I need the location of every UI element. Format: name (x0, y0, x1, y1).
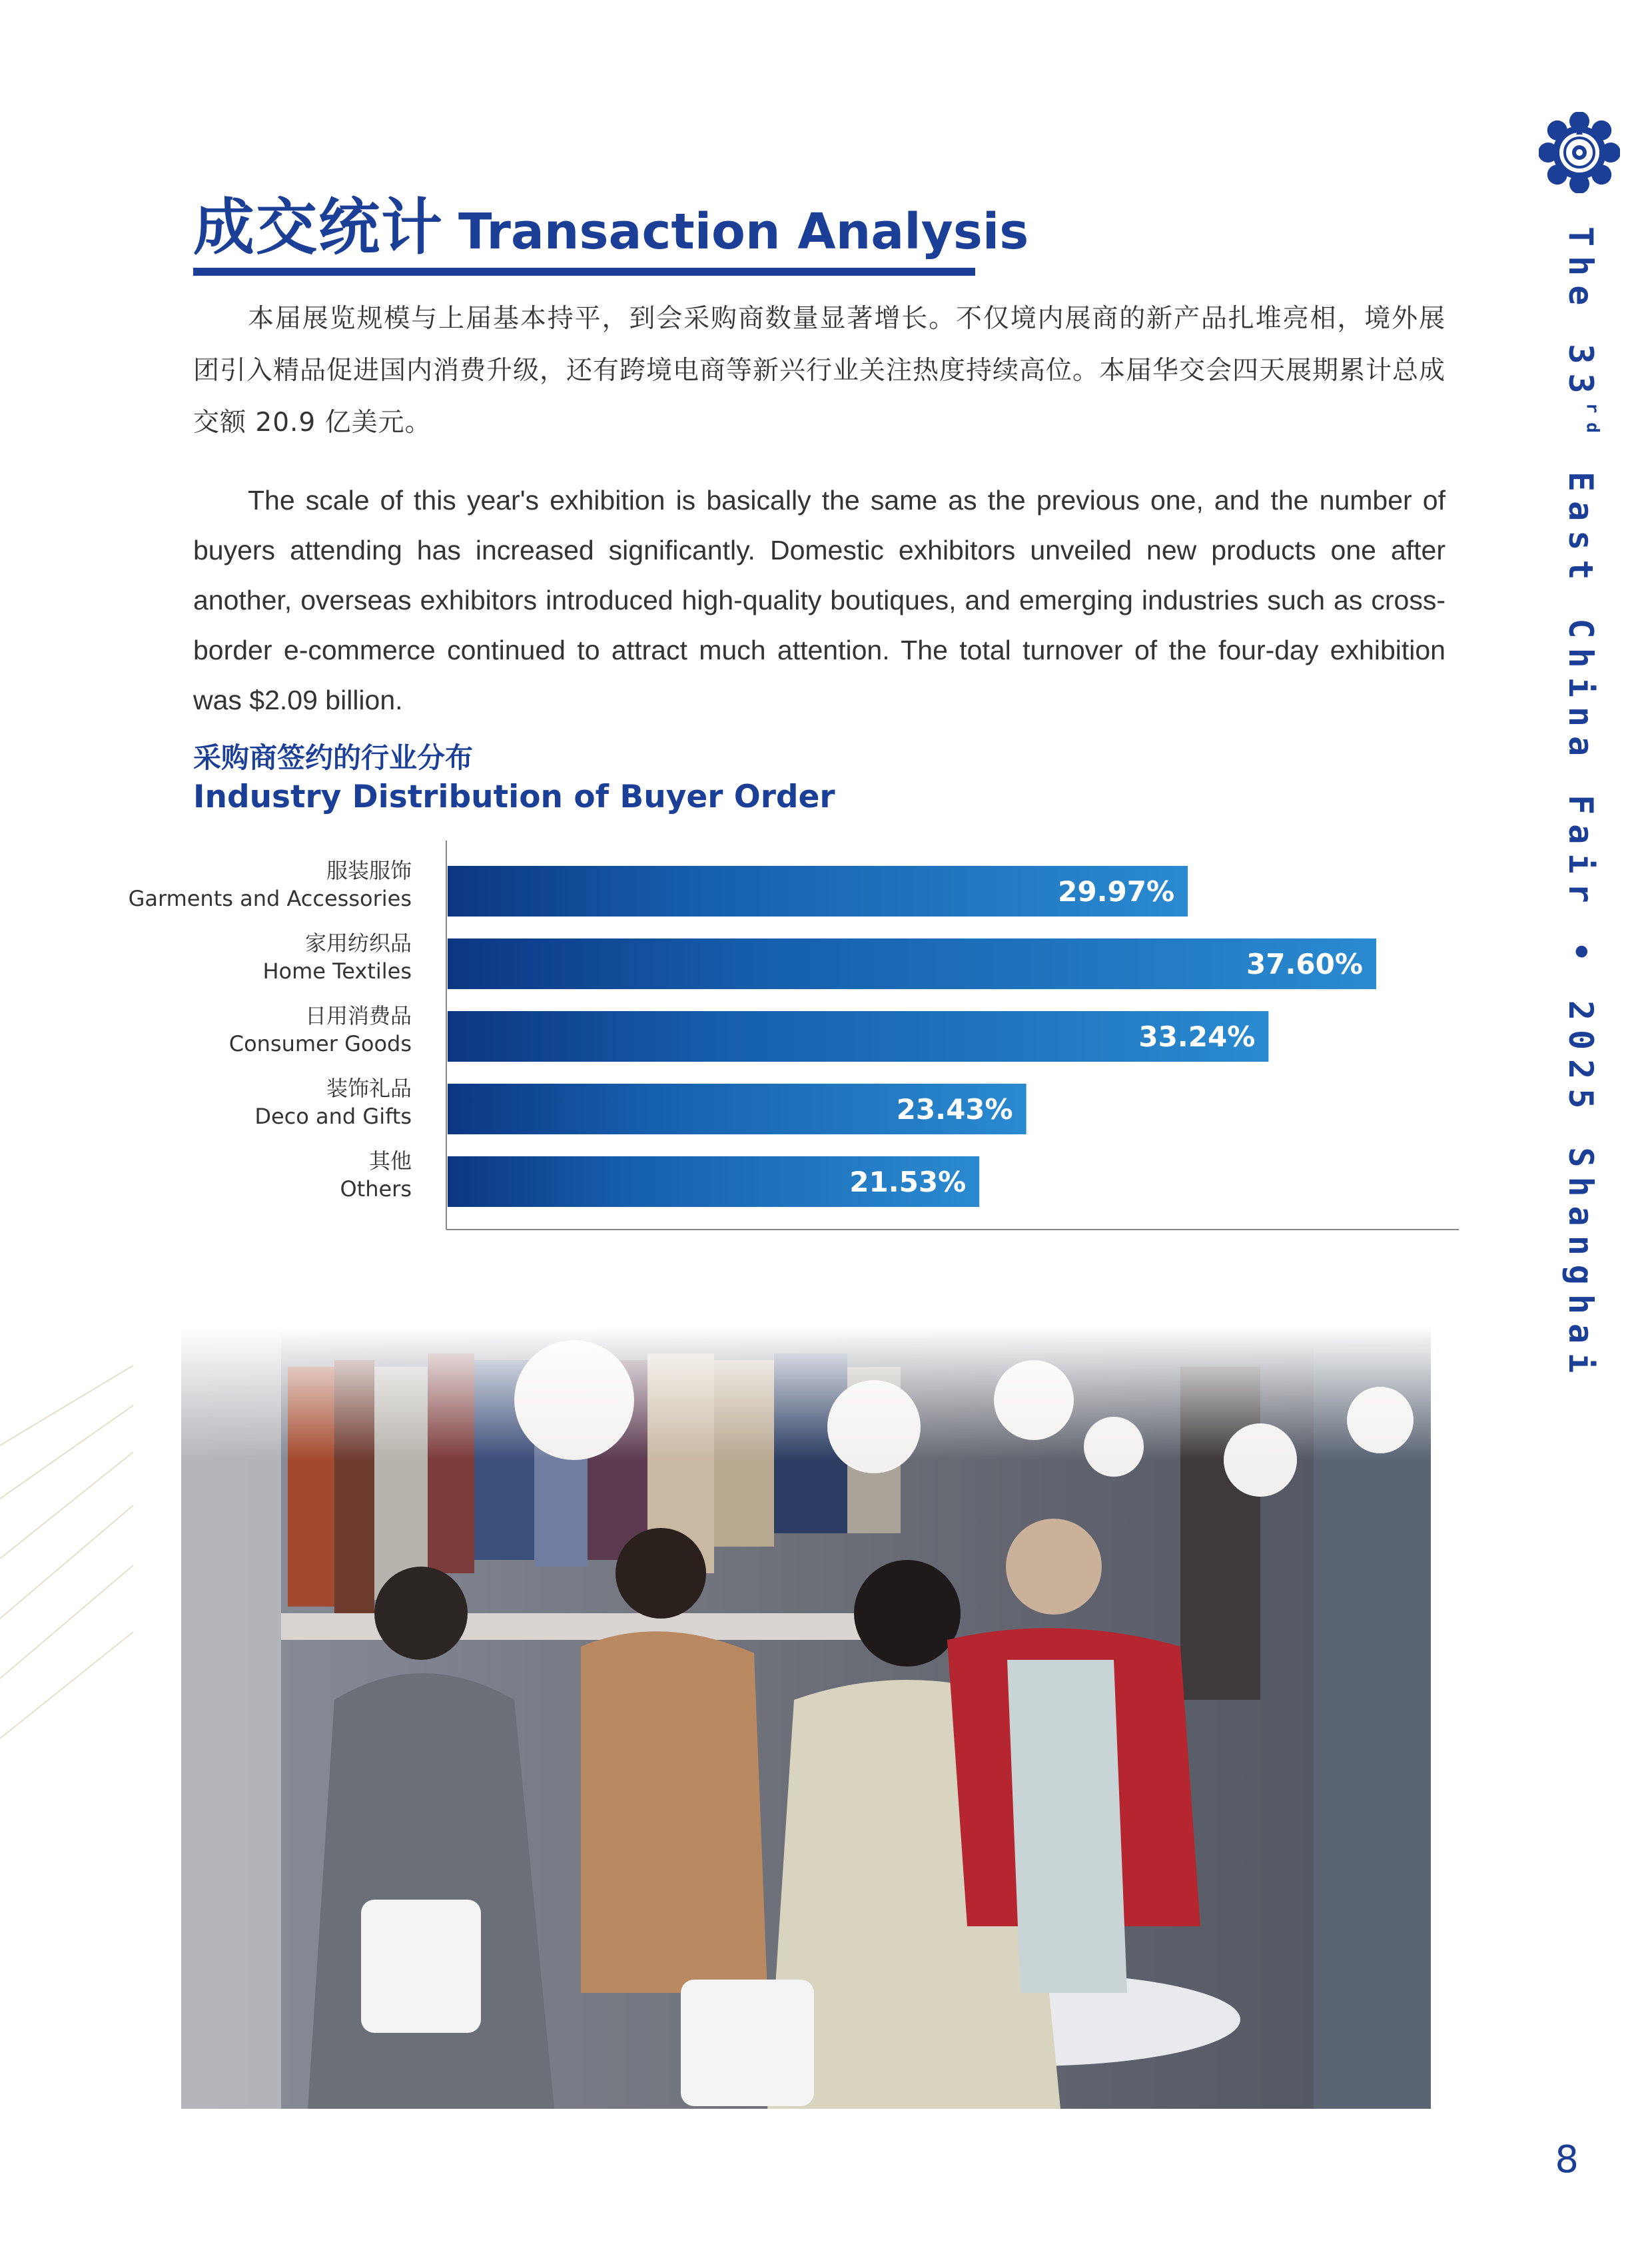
intro-paragraph-en: The scale of this year's exhibition is basically the same as the previous one, and the number of buyers attending has increased significantly. Domestic exhibitors unveiled new products one after another, overseas exhibitors introduced high-quality boutiques, and emerging industries such as cross-border e-commerce continued to attract much attention. The total turnover of the four-day exhibition was $2.09 billion. (193, 485, 1446, 715)
category-label-zh: 其他 (368, 1148, 412, 1174)
chart-subtitle: Industry Distribution of Buyer Order (193, 779, 835, 815)
bar-value-label: 23.43% (896, 1093, 1013, 1126)
category-label-zh: 服装服饰 (326, 858, 412, 883)
page-number: 8 (1555, 2138, 1579, 2181)
category-label-en: Deco and Gifts (254, 1104, 412, 1129)
category-label-zh: 家用纺织品 (304, 931, 412, 956)
category-label-en: Home Textiles (262, 958, 412, 984)
page-title-en: Transaction Analysis (458, 203, 1029, 260)
category-label-en: Consumer Goods (228, 1031, 412, 1056)
category-label-en: Garments and Accessories (128, 886, 412, 911)
chart-title: 采购商签约的行业分布 (193, 741, 474, 774)
category-label-zh: 装饰礼品 (326, 1076, 412, 1101)
fair-edition-sidebar: The 33rd East China Fair • 2025 Shanghai (1561, 226, 1603, 1383)
category-label-en: Others (340, 1176, 412, 1202)
bar-value-label: 29.97% (1058, 875, 1175, 908)
intro-paragraph-zh: 本届展览规模与上届基本持平，到会采购商数量显著增长。不仅境内展商的新产品扎堆亮相，境外展团引入精品促进国内消费升级，还有跨境电商等新兴行业关注热度持续高位。本届华交会四天展期累计总成交额 20.9 亿美元。 (193, 304, 1446, 438)
bar-value-label: 21.53% (849, 1166, 967, 1198)
exhibition-photo (181, 1327, 1431, 2109)
bar-2 (448, 938, 1376, 989)
bar-value-label: 33.24% (1138, 1020, 1256, 1053)
page-title-zh: 成交统计 (193, 192, 444, 263)
category-label-zh: 日用消费品 (304, 1003, 412, 1028)
decorative-lines (0, 1365, 133, 1832)
bar-value-label: 37.60% (1246, 948, 1363, 980)
